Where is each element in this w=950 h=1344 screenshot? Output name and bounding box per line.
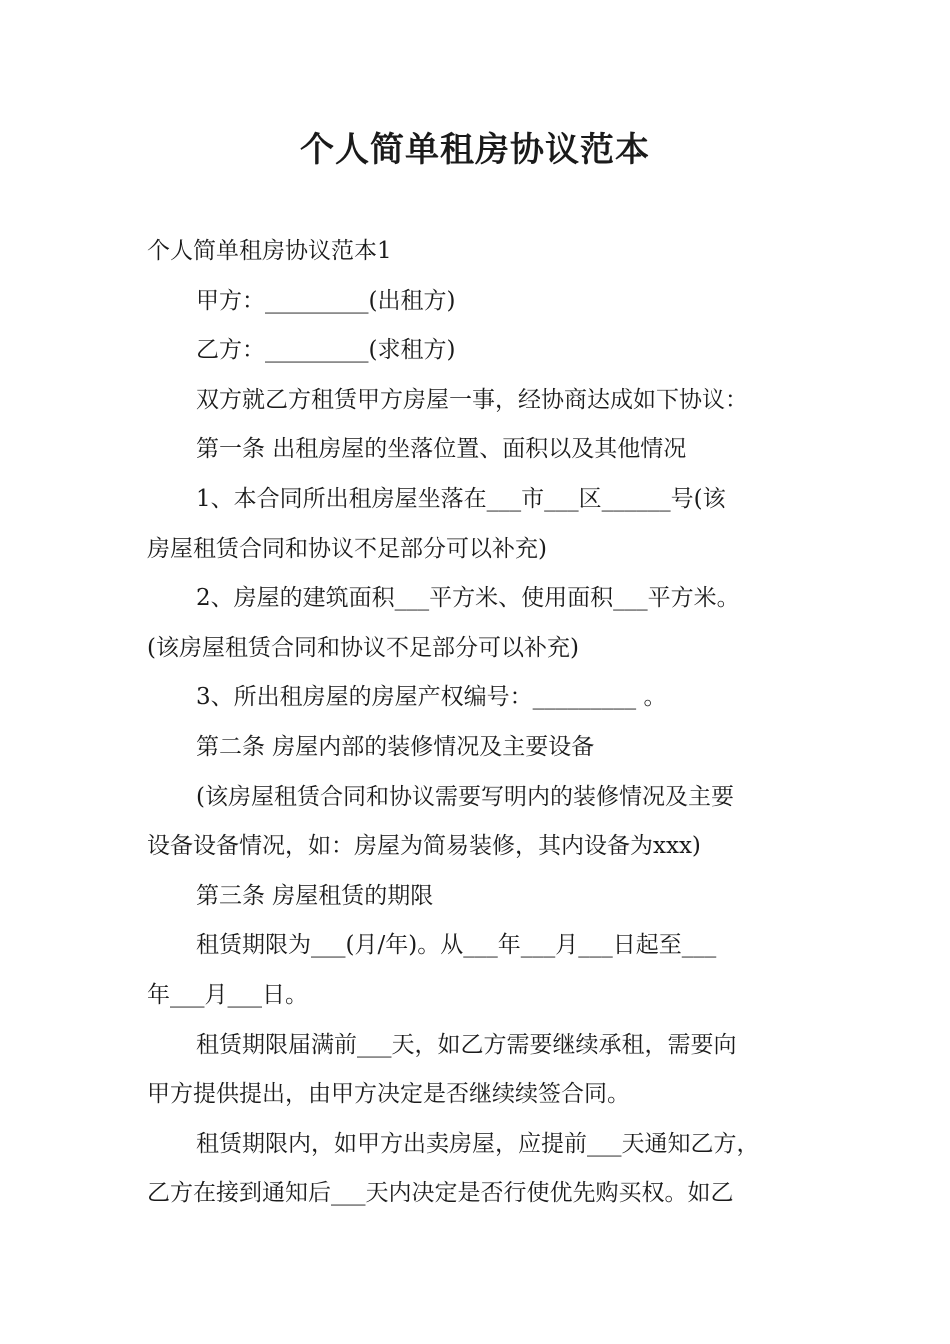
line-sale-b: 乙方在接到通知后___天内决定是否行使优先购买权。如乙	[147, 1180, 734, 1207]
line-party-a: 甲方：_________(出租方)	[196, 287, 456, 314]
line-clause-1a: 1、本合同所出租房屋坐落在___市___区______号(该	[196, 485, 726, 512]
line-article-2-note-b: 设备设备情况，如：房屋为简易装修，其内设备为xxx)	[147, 833, 701, 860]
line-clause-2b: (该房屋租赁合同和协议不足部分可以补充)	[147, 634, 579, 661]
line-clause-3: 3、所出租房屋的房屋产权编号：_________ 。	[196, 684, 667, 711]
line-article-2-note-a: (该房屋租赁合同和协议需要写明内的装修情况及主要	[196, 783, 734, 810]
line-article-2: 第二条 房屋内部的装修情况及主要设备	[196, 733, 595, 760]
line-term-b: 年___月___日。	[147, 981, 308, 1008]
line-sale-a: 租赁期限内，如甲方出卖房屋，应提前___天通知乙方，	[196, 1130, 760, 1157]
line-clause-2a: 2、房屋的建筑面积___平方米、使用面积___平方米。	[196, 585, 740, 612]
line-party-b: 乙方：_________(求租方)	[196, 337, 456, 364]
line-renewal-a: 租赁期限届满前___天，如乙方需要继续承租，需要向	[196, 1031, 737, 1058]
line-article-1: 第一条 出租房屋的坐落位置、面积以及其他情况	[196, 436, 687, 463]
line-heading: 个人简单租房协议范本1	[147, 238, 392, 264]
line-clause-1b: 房屋租赁合同和协议不足部分可以补充)	[147, 535, 547, 562]
line-renewal-b: 甲方提供提出，由甲方决定是否继续续签合同。	[147, 1081, 630, 1108]
line-article-3: 第三条 房屋租赁的期限	[196, 882, 434, 909]
document-title: 个人简单租房协议范本	[300, 130, 650, 170]
line-term-a: 租赁期限为___(月/年)。从___年___月___日起至___	[196, 932, 717, 959]
document-body	[147, 227, 827, 1219]
line-intro: 双方就乙方租赁甲方房屋一事，经协商达成如下协议：	[196, 386, 748, 413]
